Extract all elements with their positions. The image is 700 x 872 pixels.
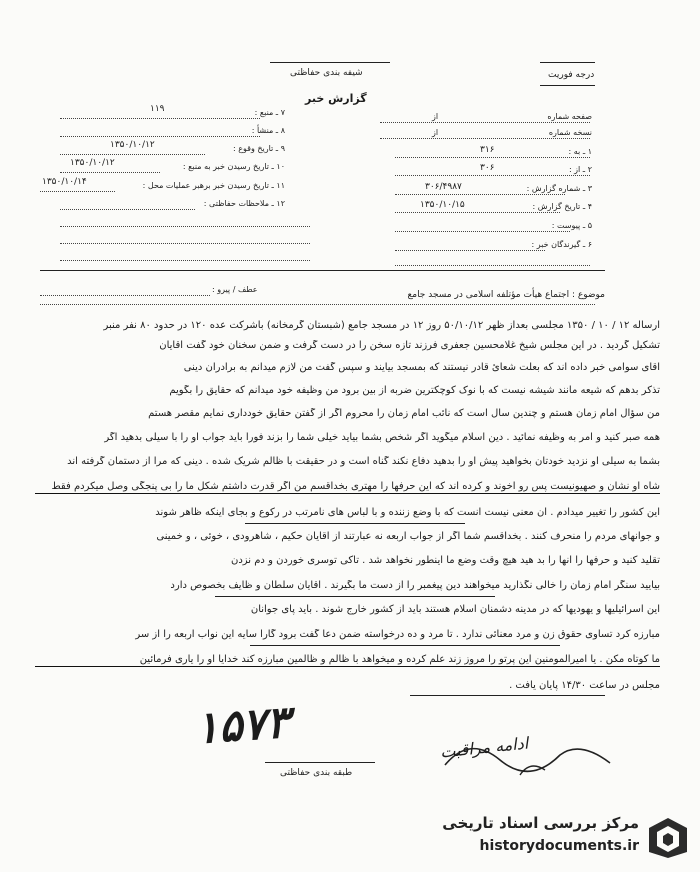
signature-stroke xyxy=(440,725,620,785)
body-line: ما کوتاه مکن . یا امیرالمومنین این پرتو را مروز زند علم کرده و میخواهد با ظالم و ظالمین مبارزه کند خدایا او را یاری فرمائین xyxy=(35,654,660,667)
field-value: ۳۱۶ xyxy=(480,145,495,155)
body-line: همه صبر کنید و امر به وظیفه نمائید . دین اسلام میگوید اگر شخص بشما بیاید خیلی شما را بزند فوراً باید جواب او را با سیلی بدهید اگر xyxy=(104,432,660,443)
body-line: بیایید سنگر امام زمان را خالی نگذارید میخواهند دین پیغمبر را از دست ما بگیرند . آقایان سلطان و ظایف بخصوص دارد xyxy=(170,580,660,591)
field-label: ۱۲ ـ ملاحظات حفاظتی : xyxy=(203,199,285,208)
watermark-title: مرکز بررسی اسناد تاریخی xyxy=(442,814,639,832)
handwritten-signature: ادامه مراقبت xyxy=(439,733,530,762)
field-label: نسخه شماره xyxy=(548,128,592,137)
field-value: ۱۳۵۰/۱۰/۱۲ xyxy=(70,158,115,168)
field-label: ۷ ـ منبع : xyxy=(254,108,285,117)
field-value: ۳۰۶/۴۹۸۷ xyxy=(425,182,462,192)
report-title: گزارش خبر xyxy=(305,92,367,105)
field-label: ۲ ـ از : xyxy=(568,165,592,174)
field-label: ۹ ـ تاریخ وقوع : xyxy=(232,144,285,153)
field-label: صفحه شماره xyxy=(547,112,592,121)
watermark-logo xyxy=(410,808,695,866)
body-line: و جوانهای مردم را منحرف کنند . بخداقسم شما اگر از جواب اربعه نه عبارتند از آقایان حکیم ، شاهرودی ، خوئی ، و خمینی xyxy=(156,531,660,542)
field-label: ۳ ـ شماره گزارش : xyxy=(526,184,592,193)
field-value: ۱۳۵۰/۱۰/۱۴ xyxy=(42,177,87,187)
body-line: این کشور را تغییر میدادم . آن معنی نیست آنست که با وضع زننده و با لباس های نامرتب در رکوع و بجای اینکه ظاهر شوند xyxy=(155,507,660,518)
body-line: تشکیل گردید . در این مجلس شیخ غلامحسین جعفری فرزند تازه سخن را در دست گرفت و ضمن سخنان خود گفت آقایان xyxy=(159,340,660,351)
classification-top: شیفه بندی حفاظتی xyxy=(290,68,363,78)
reference-label: عطف / پیرو : xyxy=(212,285,258,294)
field-value: ۱۳۵۰/۱۰/۱۲ xyxy=(110,140,155,150)
body-line: این اسرائیلیها و یهودیها که در مدینه دشمنان اسلام هستند باید از کشور خارج شوند . باید پای جوانان xyxy=(250,604,660,615)
field-label: ۱ ـ به : xyxy=(568,147,592,156)
body-line: ارساله ۱۲ / ۱۰ / ۱۳۵۰ مجلسی بعداز ظهر ۵۰/۱۰/۱۲ روز ۱۲ در مسجد جامع (شبستان گرمخانه) باشرکت عده ۱۲۰ در حدود ۸۰ نفر منبر xyxy=(103,320,660,331)
field-label: ۶ ـ گیرندگان خبر : xyxy=(531,240,592,249)
field-value: از xyxy=(432,112,439,121)
body-line: شاه او نشان و صهیونیست پس رو آخوند و کرده اند که این حرفها را مهتری بخداقسم من اگر قدرت داشتم شکل ما را بی پنجگی وصل میکردم فقط xyxy=(35,481,660,494)
field-value: ۱۱۹ xyxy=(150,104,165,114)
watermark-url: historydocuments.ir xyxy=(479,838,639,854)
field-value: ۳۰۶ xyxy=(480,163,495,173)
field-value: از xyxy=(432,128,439,137)
urgency-label: درجه فوریت xyxy=(548,70,595,80)
field-label: ۱۰ ـ تاریخ رسیدن خبر به منبع : xyxy=(182,162,285,171)
body-line: تذکر بدهم که شیعه مانند شیشه نیست که با نوک کوچکترین ضربه از بین برود من وظیفه خود میدانم که حقایق را بگویم xyxy=(169,385,660,396)
classification-bottom: طبقه بندی حفاظتی xyxy=(280,768,353,778)
body-line: بشما به سیلی او نزدید خودتان بخواهید پیش او را بدهید دفاع نکند گناه است و در حقیقت با ظالم شریک شده . دینی که مرا از دستمان گرفته اند xyxy=(67,456,660,467)
field-label: ۵ ـ پیوست : xyxy=(551,221,592,230)
handwritten-number: ۱۵۷۳ xyxy=(193,696,292,755)
field-label: ۸ ـ منشأ : xyxy=(251,126,285,135)
body-line: مبارزه کرد تساوی حقوق زن و مرد معنائی ندارد . تا مرد و ده درخواسته ضمن دعا گفت برود گارا سایه این نواب اربعه را از سر xyxy=(135,629,660,640)
field-label: ۱۱ ـ تاریخ رسیدن خبر برهبر عملیات محل : xyxy=(142,181,285,190)
subject-line: موضوع : اجتماع هیأت مؤتلفه اسلامی در مسجد جامع xyxy=(407,290,605,300)
body-line: مجلس در ساعت ۱۴/۳۰ پایان یافت . xyxy=(509,680,660,691)
archive-book-icon xyxy=(643,812,693,862)
field-label: ۴ ـ تاریخ گزارش : xyxy=(532,202,592,211)
body-line: من سؤال امام زمان هستم و چندین سال است که نائب امام زمان را محروم اگر از گفتن حقایق خودداری نمایم مقصر هستم xyxy=(148,408,660,419)
body-line: آقای سوامی خبر داده اند که بعلت شعائ قادر نیستند که بمسجد بیایند و سپس گفت من لازم میدانم به برادران دینی xyxy=(183,362,660,373)
field-value: ۱۳۵۰/۱۰/۱۵ xyxy=(420,200,465,210)
body-line: تقلید کنید و حرفها را آنها را بد هید هیچ وقت وضع ما اینطور نخواهد شد . تاکی توسری خوردن و دم نزدن xyxy=(230,555,660,566)
